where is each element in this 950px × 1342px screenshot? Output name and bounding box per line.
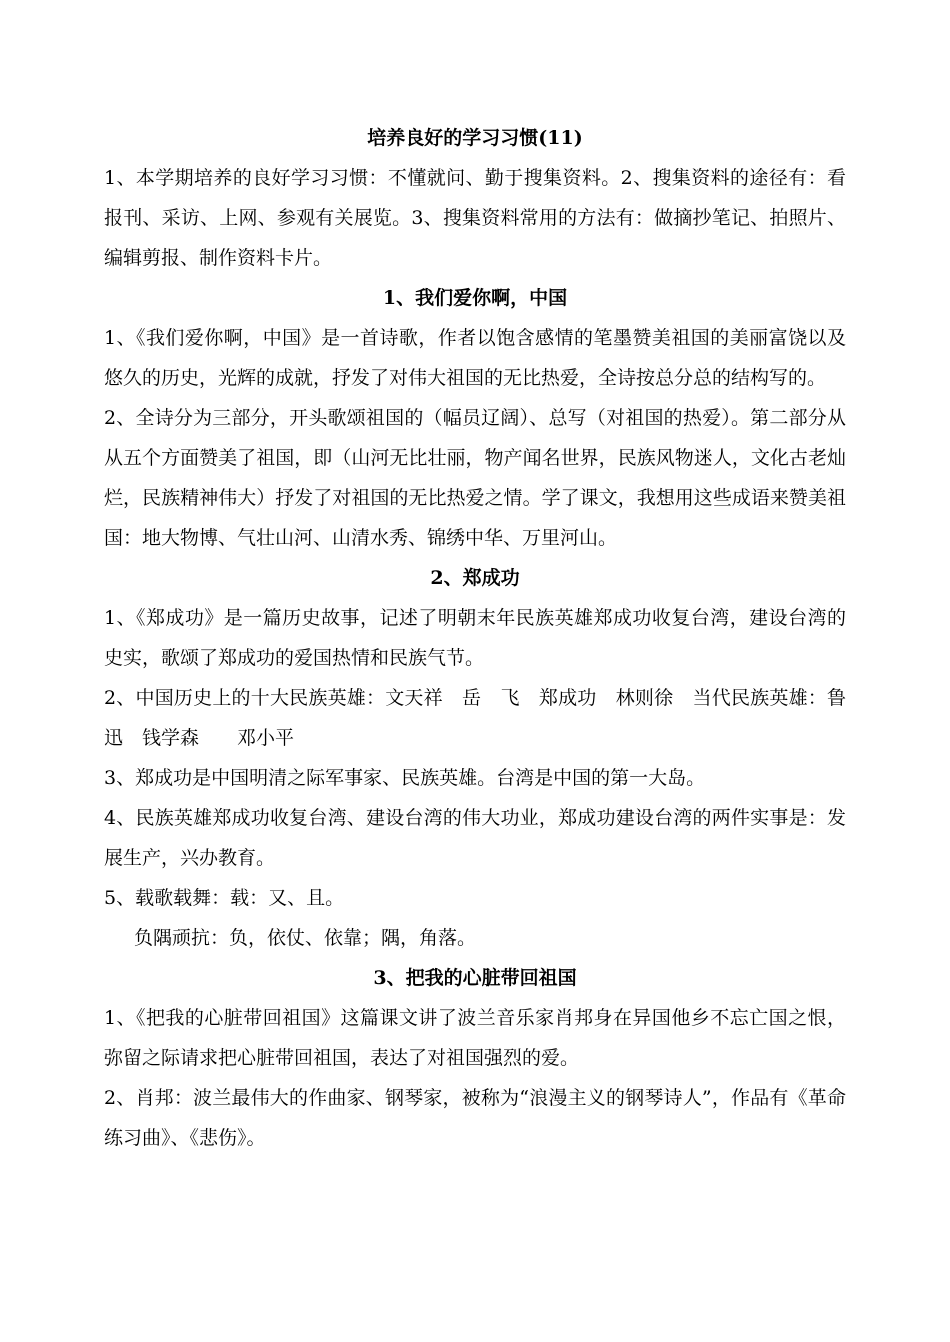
paragraph: 5、载歌载舞：载：又、且。 — [104, 887, 345, 909]
paragraph: 4、民族英雄郑成功收复台湾、建设台湾的伟大功业，郑成功建设台湾的两件实事是：发展生产，兴办教育。 — [104, 807, 846, 869]
paragraph: 2、中国历史上的十大民族英雄：文天祥 岳 飞 郑成功 林则徐 当代民族英雄：鲁 迅 钱学森 邓小平 — [104, 687, 866, 749]
document-page — [104, 118, 866, 1158]
paragraph: 3、郑成功是中国明清之际军事家、民族英雄。台湾是中国的第一大岛。 — [104, 767, 706, 789]
section-heading-lesson-3: 3、把我的心脏带回祖国 — [373, 967, 577, 989]
paragraph: 1、本学期培养的良好学习习惯：不懂就问、勤于搜集资料。2、搜集资料的途径有：看报刊、采访、上网、参观有关展览。3、搜集资料常用的方法有：做摘抄笔记、拍照片、编辑剪报、制作资料卡片。 — [104, 167, 846, 269]
paragraph: 1、《把我的心脏带回祖国》这篇课文讲了波兰音乐家肖邦身在异国他乡不忘亡国之恨，弥留之际请求把心脏带回祖国，表达了对祖国强烈的爱。 — [104, 1007, 846, 1069]
paragraph: 1、《郑成功》是一篇历史故事，记述了明朝末年民族英雄郑成功收复台湾，建设台湾的史实，歌颂了郑成功的爱国热情和民族气节。 — [104, 607, 846, 669]
section-heading-study-habits: 培养良好的学习习惯(11) — [367, 127, 583, 149]
paragraph: 2、全诗分为三部分，开头歌颂祖国的（幅员辽阔）、总写（对祖国的热爱）。第二部分从从五个方面赞美了祖国，即（山河无比壮丽，物产闻名世界，民族风物迷人，文化古老灿烂，民族精神伟大）抒发了对祖国的无比热爱之情。学了课文，我想用这些成语来赞美祖国：地大物博、气壮山河、山清水秀、锦绣中华、万里河山。 — [104, 407, 846, 549]
paragraph: 1、《我们爱你啊，中国》是一首诗歌，作者以饱含感情的笔墨赞美祖国的美丽富饶以及悠久的历史，光辉的成就，抒发了对伟大祖国的无比热爱，全诗按总分总的结构写的。 — [104, 327, 846, 389]
paragraph: 2、肖邦：波兰最伟大的作曲家、钢琴家，被称为“浪漫主义的钢琴诗人”，作品有《革命练习曲》、《悲伤》。 — [104, 1087, 846, 1149]
section-heading-lesson-1: 1、我们爱你啊，中国 — [382, 287, 568, 309]
section-heading-lesson-2: 2、郑成功 — [430, 567, 520, 589]
paragraph-indented: 负隅顽抗：负，依仗、依靠；隅，角落。 — [134, 927, 477, 949]
